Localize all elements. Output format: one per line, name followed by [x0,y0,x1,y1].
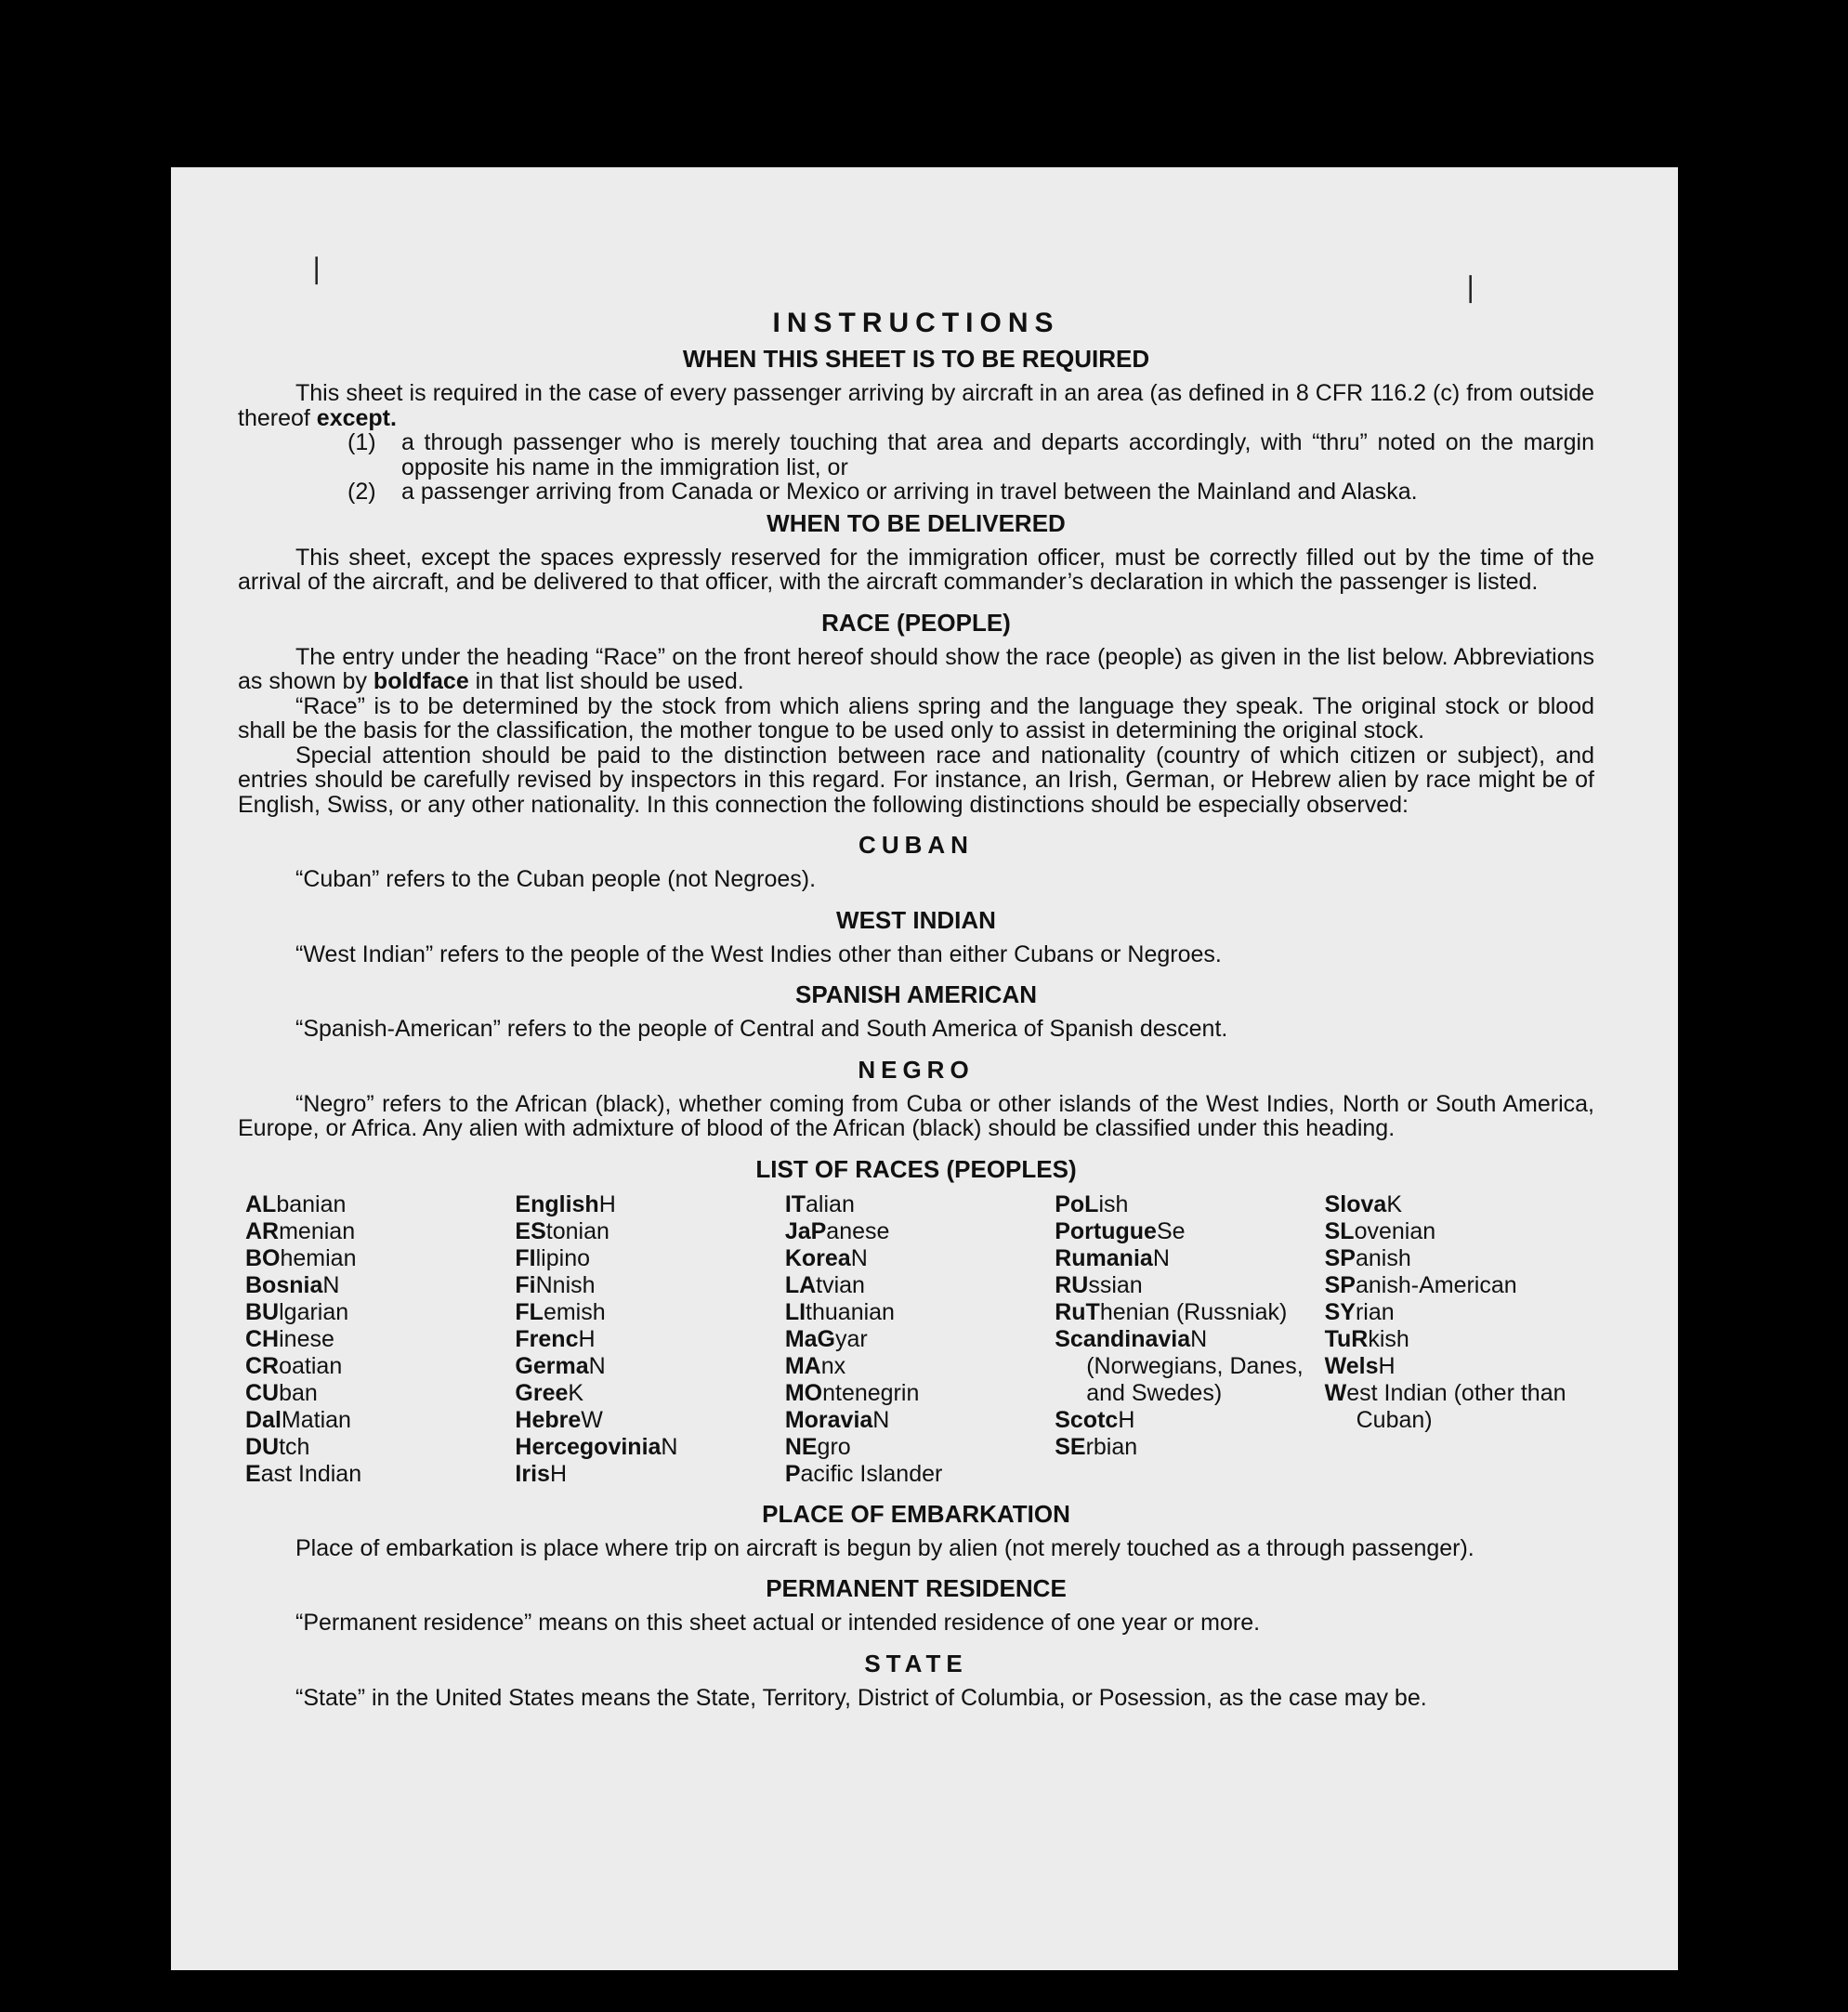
list-item [785,1380,1055,1407]
race-remainder: est Indian (other than Cuban) [1346,1379,1573,1433]
list-item [1055,1326,1324,1407]
race-remainder: rian [1355,1298,1395,1325]
list-item [245,1434,515,1461]
race-abbreviation: Portugue [1055,1217,1157,1244]
race-remainder: menian [279,1217,356,1244]
race-abbreviation: BU [245,1298,280,1325]
list-item [515,1218,784,1245]
race-remainder: tonian [545,1217,609,1244]
state-heading: STATE [864,1649,968,1677]
race-abbreviation: AR [245,1217,280,1244]
race-remainder: tvian [816,1271,865,1298]
margin-mark-left: ❘ [305,254,329,284]
race-remainder: alian [806,1190,855,1217]
race-abbreviation: MA [784,1352,821,1379]
residence-text: “Permanent residence” means on this sheet actual or intended residence of one year or more. [295,1610,1261,1636]
list-item [785,1407,1055,1434]
race-remainder: K [1386,1190,1403,1217]
except-bold: except. [316,404,397,431]
spanish-american-text: “Spanish-American” refers to the people of Central and South America of Spanish descent. [295,1016,1228,1042]
race-remainder: Nnish [535,1271,596,1298]
list-item [1325,1218,1594,1245]
list-item [1055,1434,1324,1461]
list-item [515,1407,784,1434]
item-number: (2) [347,479,376,505]
list-item [785,1245,1055,1272]
race-abbreviation: English [515,1190,599,1217]
race-abbreviation: Hebre [515,1406,582,1433]
negro-text: “Negro” refers to the African (black), whether coming from Cuba or other islands of the West Indies, North or South America, Europe, or Africa. Any alien with admixture of blood of the African (black) should be classified under this heading. [238,1090,1594,1141]
when-delivered-heading: WHEN TO BE DELIVERED [767,508,1066,537]
state-text: “State” in the United States means the State, Territory, District of Columbia, or Posession, as the case may be. [295,1684,1427,1711]
race-remainder: H [598,1190,616,1217]
list-item [245,1407,515,1434]
race-remainder: N [850,1244,868,1271]
race-remainder: H [549,1460,567,1487]
race-remainder: anese [826,1217,890,1244]
race-remainder: emish [543,1298,606,1325]
race-abbreviation: CH [245,1325,280,1352]
race-remainder: kish [1368,1325,1409,1352]
list-item [1055,1245,1324,1272]
race-heading: RACE (PEOPLE) [821,608,1011,637]
list-item [515,1326,784,1353]
race-remainder: N [322,1271,340,1298]
race-abbreviation: Moravia [784,1406,873,1433]
race-remainder: banian [276,1190,347,1217]
embarkation-text: Place of embarkation is place where trip on aircraft is begun by alien (not merely touched as a through passenger). [295,1534,1474,1561]
boldface-word: boldface [373,668,469,694]
race-remainder: N (Norwegians, Danes, and Swedes) [1086,1325,1310,1406]
cuban-text: “Cuban” refers to the Cuban people (not Negroes). [295,866,817,892]
when-required-intro [238,381,1594,430]
race-abbreviation: MaG [784,1325,835,1352]
when-delivered-text: This sheet, except the spaces expressly reserved for the immigration officer, must be correctly filled out by the time of the arrival of the aircraft, and be delivered to that officer, with the aircraft commander’s declaration in which the passenger is listed. [238,544,1594,595]
race-abbreviation: Dal [245,1406,282,1433]
race-abbreviation: LA [784,1271,817,1298]
race-remainder: H [1378,1352,1396,1379]
negro-heading: NEGRO [858,1055,975,1084]
list-item [245,1218,515,1245]
race-abbreviation: CR [245,1352,280,1379]
race-abbreviation: JaP [784,1217,827,1244]
list-item [1325,1272,1594,1299]
race-remainder: lipino [535,1244,590,1271]
race-remainder: N [588,1352,606,1379]
race-remainder: K [568,1379,584,1406]
instruction-sheet [171,167,1678,1970]
list-item [785,1353,1055,1380]
spanish-american-heading: SPANISH AMERICAN [794,980,1037,1008]
race-abbreviation: P [784,1460,801,1487]
list-item [1055,1299,1324,1326]
list-item [785,1461,1055,1488]
when-required-intro-text: This sheet is required in the case of every passenger arriving by aircraft in an area (as defined in 8 CFR 116.2 (c) from outside thereof [238,380,1594,431]
race-abbreviation: Frenc [515,1325,579,1352]
race-abbreviation: W [1324,1379,1347,1406]
race-abbreviation: Iris [515,1460,550,1487]
exception-list [238,430,1594,505]
west-indian-text: “West Indian” refers to the people of the West Indies other than either Cubans or Negroes. [295,940,1222,967]
race-abbreviation: ES [515,1217,546,1244]
list-item [1325,1245,1594,1272]
page-title: INSTRUCTIONS [772,308,1060,338]
residence-heading: PERMANENT RESIDENCE [766,1574,1067,1602]
race-remainder: acific Islander [800,1460,943,1487]
race-abbreviation: SP [1324,1244,1356,1271]
race-paragraph-2: “Race” is to be determined by the stock from which aliens spring and the language they speak. The original stock or blood shall be the basis for the classification, the mother tongue to be used only to assist in determining the original stock. [238,692,1594,743]
race-abbreviation: Slova [1324,1190,1387,1217]
race-remainder: ssian [1088,1271,1143,1298]
race-abbreviation: AL [245,1190,277,1217]
race-remainder: H [578,1325,596,1352]
race-remainder: inese [279,1325,334,1352]
list-item [245,1191,515,1218]
cuban-heading: CUBAN [858,831,974,859]
list-item [785,1218,1055,1245]
list-item [1325,1353,1594,1380]
race-remainder: ntenegrin [822,1379,920,1406]
race-abbreviation: LI [784,1298,806,1325]
list-of-races-heading: LIST OF RACES (PEOPLES) [755,1154,1077,1183]
item-text: a passenger arriving from Canada or Mexico or arriving in travel between the Mainland and Alaska. [401,479,1418,505]
list-item [1055,1218,1324,1245]
race-paragraph-3: Special attention should be paid to the distinction between race and nationality (country of which citizen or subject), and entries should be carefully revised by inspectors in this regard. For instance, an Irish, German, or Hebrew alien by race might be of English, Swiss, or any other nationality. In this connection the following distinctions should be especially observed: [238,742,1594,818]
list-item [515,1299,784,1326]
race-remainder: thuanian [806,1298,895,1325]
race-remainder: anish-American [1355,1271,1517,1298]
race-abbreviation: Gree [515,1379,569,1406]
race-p1-end: in that list should be used. [475,668,744,694]
list-item [245,1326,515,1353]
race-remainder: ast Indian [260,1460,362,1487]
embarkation-heading: PLACE OF EMBARKATION [762,1499,1070,1528]
item-number: (1) [347,429,376,455]
race-remainder: tch [279,1433,310,1460]
list-item [347,430,1594,480]
race-abbreviation: FI [515,1244,536,1271]
item-text: a through passenger who is merely touching that area and departs accordingly, with “thru” noted on the margin opposite his name in the immigration list, or [401,429,1594,480]
race-remainder: W [581,1406,603,1433]
list-item [785,1299,1055,1326]
race-remainder: ish [1098,1190,1129,1217]
race-remainder: ovenian [1354,1217,1436,1244]
race-remainder: Matian [281,1406,351,1433]
list-item [515,1434,784,1461]
races-column [515,1191,784,1488]
race-abbreviation: IT [784,1190,806,1217]
list-item [245,1380,515,1407]
list-item [515,1245,784,1272]
race-abbreviation: CU [245,1379,280,1406]
race-abbreviation: Scandinavia [1055,1325,1191,1352]
race-abbreviation: Korea [784,1244,851,1271]
race-remainder: nx [820,1352,846,1379]
race-abbreviation: Bosnia [245,1271,323,1298]
list-item [1325,1326,1594,1353]
west-indian-heading: WEST INDIAN [836,905,996,934]
race-abbreviation: FL [515,1298,544,1325]
list-item [1055,1407,1324,1434]
races-list [238,1191,1594,1488]
list-item [245,1461,515,1488]
race-abbreviation: SY [1324,1298,1356,1325]
race-abbreviation: Germa [515,1352,589,1379]
race-remainder: N [872,1406,890,1433]
list-item [1325,1380,1594,1434]
list-item [1055,1272,1324,1299]
race-remainder: rbian [1085,1433,1138,1460]
race-remainder: N [1152,1244,1170,1271]
race-abbreviation: SP [1324,1271,1356,1298]
list-item [515,1461,784,1488]
list-item [785,1191,1055,1218]
list-item [1055,1191,1324,1218]
race-abbreviation: Rumania [1055,1244,1153,1271]
races-column [1055,1191,1324,1488]
list-item [245,1245,515,1272]
list-item [785,1272,1055,1299]
list-item [1325,1299,1594,1326]
race-abbreviation: BO [245,1244,281,1271]
race-remainder: H [1118,1406,1135,1433]
list-item [515,1380,784,1407]
list-item [245,1272,515,1299]
race-abbreviation: Fi [515,1271,536,1298]
race-abbreviation: RuT [1055,1298,1100,1325]
race-remainder: Se [1156,1217,1186,1244]
race-remainder: lgarian [279,1298,349,1325]
list-item [515,1272,784,1299]
race-abbreviation: Wels [1324,1352,1379,1379]
race-remainder: henian (Russniak) [1099,1298,1288,1325]
race-remainder: hemian [280,1244,357,1271]
list-item [515,1191,784,1218]
race-remainder: ban [279,1379,318,1406]
race-remainder: oatian [279,1352,343,1379]
race-abbreviation: SL [1324,1217,1355,1244]
race-abbreviation: Hercegovinia [515,1433,662,1460]
list-item [785,1434,1055,1461]
list-item [245,1353,515,1380]
races-column [245,1191,515,1488]
race-abbreviation: TuR [1324,1325,1369,1352]
races-column [785,1191,1055,1488]
race-paragraph-1 [238,645,1594,694]
race-p1-start: The entry under the heading “Race” on the front hereof should show the race (people) as given in the list below. Abbreviations as shown by [238,643,1594,694]
list-item [347,480,1594,505]
race-abbreviation: PoL [1055,1190,1099,1217]
race-remainder: gro [817,1433,851,1460]
race-abbreviation: NE [784,1433,818,1460]
race-abbreviation: RU [1055,1271,1089,1298]
sheet-content [238,307,1594,1710]
race-abbreviation: DU [245,1433,280,1460]
list-item [1325,1191,1594,1218]
race-remainder: yar [835,1325,868,1352]
list-item [785,1326,1055,1353]
race-abbreviation: SE [1055,1433,1086,1460]
races-column [1325,1191,1594,1488]
race-remainder: N [661,1433,678,1460]
margin-mark-right: ❘ [1459,272,1483,303]
race-abbreviation: MO [784,1379,823,1406]
race-abbreviation: Scotc [1055,1406,1119,1433]
race-abbreviation: E [245,1460,261,1487]
list-item [245,1299,515,1326]
list-item [515,1353,784,1380]
when-required-heading: WHEN THIS SHEET IS TO BE REQUIRED [682,345,1150,373]
race-remainder: anish [1355,1244,1411,1271]
